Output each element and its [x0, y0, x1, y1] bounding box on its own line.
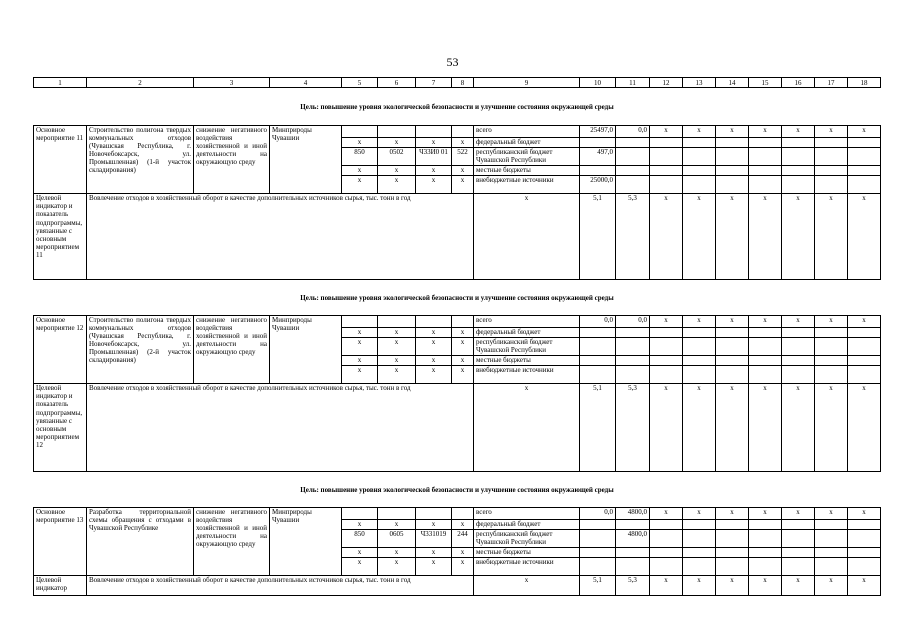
indicator-col-17: x — [815, 576, 848, 596]
amount-col-18: x — [848, 316, 881, 328]
amount-col-15 — [749, 558, 782, 576]
grbs-code: x — [342, 548, 378, 558]
amount-col-16: x — [782, 126, 815, 138]
amount-col-17 — [815, 148, 848, 166]
amount-col-17 — [815, 558, 848, 576]
amount-col-18 — [848, 520, 881, 530]
indicator-col-11: 5,3 — [616, 576, 650, 596]
amount-col-14 — [716, 166, 749, 176]
target-article-code: x — [416, 328, 452, 338]
goal-title: Цель: повышение уровня экологической безопасности и улучшение состояния окружающей среды — [34, 88, 881, 126]
target-article-code: Ч331019 — [416, 530, 452, 548]
funding-source: всего — [474, 508, 580, 520]
indicator-col-13: x — [683, 576, 716, 596]
indicator-text: Вовлечение отходов в хозяйственный оборот в качестве дополнительных источников сырья, тыс. тонн в год — [87, 384, 474, 472]
amount-col-13 — [683, 530, 716, 548]
amount-col-11 — [616, 558, 650, 576]
amount-col-12 — [650, 548, 683, 558]
indicator-text: Вовлечение отходов в хозяйственный оборот в качестве дополнительных источников сырья, тыс. тонн в год — [87, 576, 474, 596]
column-number: 2 — [87, 78, 194, 88]
financing-row — [34, 508, 881, 520]
amount-col-16 — [782, 530, 815, 548]
goal-row — [34, 280, 881, 316]
amount-col-13: x — [683, 508, 716, 520]
expense-type-code: x — [452, 176, 474, 194]
grbs-code — [342, 316, 378, 328]
indicator-text: Вовлечение отходов в хозяйственный оборот в качестве дополнительных источников сырья, тыс. тонн в год — [87, 194, 474, 280]
grbs-code — [342, 126, 378, 138]
amount-col-17 — [815, 356, 848, 366]
amount-col-14 — [716, 366, 749, 384]
amount-col-13: x — [683, 126, 716, 138]
amount-col-13 — [683, 138, 716, 148]
column-number: 4 — [270, 78, 342, 88]
amount-col-16 — [782, 138, 815, 148]
amount-col-11: 4800,0 — [616, 530, 650, 548]
funding-source: республиканский бюджет Чувашской Республики — [474, 148, 580, 166]
indicator-col-16: x — [782, 384, 815, 472]
column-number: 17 — [815, 78, 848, 88]
amount-col-12 — [650, 138, 683, 148]
amount-col-17 — [815, 366, 848, 384]
amount-col-13 — [683, 548, 716, 558]
funding-source: федеральный бюджет — [474, 328, 580, 338]
grbs-code: 850 — [342, 148, 378, 166]
amount-col-12 — [650, 366, 683, 384]
amount-col-11 — [616, 328, 650, 338]
amount-col-17: x — [815, 316, 848, 328]
column-number: 14 — [716, 78, 749, 88]
amount-col-10 — [580, 166, 616, 176]
indicator-col-10: 5,1 — [580, 576, 616, 596]
indicator-col-11: 5,3 — [616, 384, 650, 472]
amount-col-17: x — [815, 508, 848, 520]
funding-source: федеральный бюджет — [474, 138, 580, 148]
expense-type-code: x — [452, 558, 474, 576]
amount-col-11: 0,0 — [616, 126, 650, 138]
indicator-title: Целевой индикатор — [34, 576, 87, 596]
funding-source: местные бюджеты — [474, 166, 580, 176]
funding-source: всего — [474, 126, 580, 138]
amount-col-11 — [616, 148, 650, 166]
indicator-col-18: x — [848, 194, 881, 280]
amount-col-17 — [815, 530, 848, 548]
funding-source: местные бюджеты — [474, 356, 580, 366]
target-article-code: x — [416, 138, 452, 148]
amount-col-12: x — [650, 126, 683, 138]
amount-col-14 — [716, 558, 749, 576]
indicator-col-14: x — [716, 384, 749, 472]
amount-col-15 — [749, 166, 782, 176]
amount-col-12 — [650, 328, 683, 338]
amount-col-17 — [815, 138, 848, 148]
funding-source: местные бюджеты — [474, 548, 580, 558]
column-number: 7 — [416, 78, 452, 88]
target-article-code: x — [416, 338, 452, 356]
amount-col-10: 0,0 — [580, 508, 616, 520]
amount-col-17 — [815, 328, 848, 338]
expense-type-code: x — [452, 356, 474, 366]
amount-col-15 — [749, 366, 782, 384]
amount-col-13 — [683, 328, 716, 338]
section-code: x — [378, 366, 416, 384]
amount-col-10 — [580, 366, 616, 384]
expense-type-code: x — [452, 366, 474, 384]
amount-col-11 — [616, 356, 650, 366]
indicator-row — [34, 194, 881, 280]
financing-row — [34, 316, 881, 328]
expense-type-code — [452, 508, 474, 520]
section-code: x — [378, 356, 416, 366]
column-number: 5 — [342, 78, 378, 88]
amount-col-14 — [716, 148, 749, 166]
indicator-col-12: x — [650, 194, 683, 280]
amount-col-10: 497,0 — [580, 148, 616, 166]
amount-col-18: x — [848, 508, 881, 520]
amount-col-16 — [782, 520, 815, 530]
amount-col-10 — [580, 520, 616, 530]
event-result: снижение негативного воздействия хозяйственной и иной деятельности на окружающую среду — [194, 126, 270, 194]
amount-col-10 — [580, 356, 616, 366]
amount-col-16 — [782, 558, 815, 576]
amount-col-18: x — [848, 126, 881, 138]
amount-col-11 — [616, 176, 650, 194]
indicator-col-11: 5,3 — [616, 194, 650, 280]
column-number: 13 — [683, 78, 716, 88]
page-number: 53 — [446, 55, 459, 69]
amount-col-12 — [650, 558, 683, 576]
indicator-col-10: 5,1 — [580, 384, 616, 472]
section-code: 0605 — [378, 530, 416, 548]
amount-col-14 — [716, 356, 749, 366]
table-header-row — [34, 78, 881, 88]
amount-col-13: x — [683, 316, 716, 328]
funding-source: внебюджетные источники — [474, 558, 580, 576]
event-name: Разработка территориальной схемы обращения с отходами в Чувашской Республике — [87, 508, 194, 576]
amount-col-12 — [650, 530, 683, 548]
amount-col-10 — [580, 138, 616, 148]
indicator-col-18: x — [848, 576, 881, 596]
event-result: снижение негативного воздействия хозяйственной и иной деятельности на окружающую среду — [194, 316, 270, 384]
column-number: 18 — [848, 78, 881, 88]
indicator-col-15: x — [749, 194, 782, 280]
indicator-col-13: x — [683, 384, 716, 472]
target-article-code: Ч33И0 01 — [416, 148, 452, 166]
section-code: x — [378, 548, 416, 558]
indicator-col-13: x — [683, 194, 716, 280]
indicator-col-9: x — [474, 576, 580, 596]
amount-col-18 — [848, 558, 881, 576]
amount-col-12 — [650, 148, 683, 166]
goal-row — [34, 88, 881, 126]
grbs-code: x — [342, 176, 378, 194]
target-article-code: x — [416, 166, 452, 176]
amount-col-18 — [848, 166, 881, 176]
amount-col-16 — [782, 366, 815, 384]
amount-col-14: x — [716, 126, 749, 138]
indicator-col-14: x — [716, 576, 749, 596]
target-article-code — [416, 126, 452, 138]
event-name: Строительство полигона твердых коммунальных отходов (Чувашская Республика, г. Новочебоксарск, ул. Промышленная) (1-й участок складирования) — [87, 126, 194, 194]
amount-col-15: x — [749, 316, 782, 328]
section-code: x — [378, 338, 416, 356]
grbs-code: x — [342, 138, 378, 148]
amount-col-16 — [782, 328, 815, 338]
section-code — [378, 316, 416, 328]
amount-col-13 — [683, 148, 716, 166]
section-code: x — [378, 558, 416, 576]
section-code: 0502 — [378, 148, 416, 166]
amount-col-11 — [616, 138, 650, 148]
amount-col-14: x — [716, 508, 749, 520]
grbs-code: x — [342, 558, 378, 576]
target-article-code: x — [416, 366, 452, 384]
amount-col-14 — [716, 520, 749, 530]
budget-table — [33, 77, 881, 596]
amount-col-16: x — [782, 508, 815, 520]
amount-col-17 — [815, 338, 848, 356]
amount-col-12: x — [650, 316, 683, 328]
amount-col-12 — [650, 338, 683, 356]
amount-col-18 — [848, 338, 881, 356]
grbs-code: 850 — [342, 530, 378, 548]
amount-col-11 — [616, 520, 650, 530]
amount-col-17 — [815, 548, 848, 558]
amount-col-15 — [749, 148, 782, 166]
amount-col-15 — [749, 176, 782, 194]
funding-source: внебюджетные источники — [474, 366, 580, 384]
amount-col-16 — [782, 176, 815, 194]
grbs-code: x — [342, 520, 378, 530]
amount-col-16 — [782, 548, 815, 558]
event-executor: Минприроды Чувашии — [270, 316, 342, 384]
amount-col-18 — [848, 548, 881, 558]
expense-type-code: x — [452, 338, 474, 356]
indicator-col-17: x — [815, 384, 848, 472]
amount-col-10 — [580, 558, 616, 576]
column-number: 11 — [616, 78, 650, 88]
goal-row — [34, 472, 881, 508]
event-result: снижение негативного воздействия хозяйственной и иной деятельности на окружающую среду — [194, 508, 270, 576]
amount-col-10 — [580, 530, 616, 548]
amount-col-11 — [616, 166, 650, 176]
amount-col-15 — [749, 356, 782, 366]
amount-col-18 — [848, 328, 881, 338]
amount-col-14 — [716, 338, 749, 356]
column-number: 12 — [650, 78, 683, 88]
funding-source: республиканский бюджет Чувашской Республики — [474, 338, 580, 356]
amount-col-18 — [848, 530, 881, 548]
event-name: Строительство полигона твердых коммунальных отходов (Чувашская Республика, г. Новочебоксарск, ул. Промышленная) (2-й участок складирования) — [87, 316, 194, 384]
grbs-code: x — [342, 366, 378, 384]
section-code: x — [378, 138, 416, 148]
amount-col-16 — [782, 338, 815, 356]
indicator-col-10: 5,1 — [580, 194, 616, 280]
indicator-col-16: x — [782, 576, 815, 596]
funding-source: всего — [474, 316, 580, 328]
column-number: 16 — [782, 78, 815, 88]
amount-col-11: 4800,0 — [616, 508, 650, 520]
amount-col-15 — [749, 328, 782, 338]
expense-type-code: x — [452, 138, 474, 148]
section-code: x — [378, 166, 416, 176]
indicator-col-16: x — [782, 194, 815, 280]
amount-col-12 — [650, 520, 683, 530]
indicator-col-17: x — [815, 194, 848, 280]
amount-col-11 — [616, 366, 650, 384]
amount-col-12: x — [650, 508, 683, 520]
amount-col-10: 0,0 — [580, 316, 616, 328]
amount-col-17 — [815, 520, 848, 530]
amount-col-15 — [749, 138, 782, 148]
amount-col-18 — [848, 148, 881, 166]
expense-type-code — [452, 316, 474, 328]
amount-col-15 — [749, 338, 782, 356]
amount-col-12 — [650, 356, 683, 366]
column-number: 9 — [474, 78, 580, 88]
amount-col-13 — [683, 356, 716, 366]
amount-col-15 — [749, 530, 782, 548]
amount-col-13 — [683, 366, 716, 384]
amount-col-11 — [616, 548, 650, 558]
indicator-col-12: x — [650, 384, 683, 472]
amount-col-13 — [683, 558, 716, 576]
expense-type-code: x — [452, 548, 474, 558]
indicator-col-15: x — [749, 576, 782, 596]
grbs-code: x — [342, 328, 378, 338]
funding-source: республиканский бюджет Чувашской Республики — [474, 530, 580, 548]
target-article-code: x — [416, 520, 452, 530]
amount-col-10 — [580, 548, 616, 558]
expense-type-code: 244 — [452, 530, 474, 548]
amount-col-18 — [848, 356, 881, 366]
event-executor: Минприроды Чувашии — [270, 126, 342, 194]
indicator-col-9: x — [474, 194, 580, 280]
section-code — [378, 508, 416, 520]
amount-col-14 — [716, 138, 749, 148]
amount-col-16 — [782, 148, 815, 166]
amount-col-15: x — [749, 508, 782, 520]
grbs-code: x — [342, 356, 378, 366]
indicator-row — [34, 384, 881, 472]
amount-col-18 — [848, 366, 881, 384]
target-article-code: x — [416, 558, 452, 576]
column-number: 1 — [34, 78, 87, 88]
column-number: 6 — [378, 78, 416, 88]
column-number: 8 — [452, 78, 474, 88]
expense-type-code: x — [452, 166, 474, 176]
amount-col-15 — [749, 548, 782, 558]
indicator-col-15: x — [749, 384, 782, 472]
event-title: Основное мероприятие 11 — [34, 126, 87, 194]
section-code: x — [378, 328, 416, 338]
amount-col-10 — [580, 338, 616, 356]
amount-col-14 — [716, 176, 749, 194]
amount-col-13 — [683, 520, 716, 530]
goal-title: Цель: повышение уровня экологической безопасности и улучшение состояния окружающей среды — [34, 280, 881, 316]
target-article-code — [416, 508, 452, 520]
column-number: 10 — [580, 78, 616, 88]
section-code: x — [378, 520, 416, 530]
grbs-code: x — [342, 166, 378, 176]
amount-col-11: 0,0 — [616, 316, 650, 328]
target-article-code: x — [416, 548, 452, 558]
event-title: Основное мероприятие 12 — [34, 316, 87, 384]
expense-type-code: x — [452, 520, 474, 530]
grbs-code — [342, 508, 378, 520]
amount-col-14 — [716, 548, 749, 558]
amount-col-16: x — [782, 316, 815, 328]
column-number: 15 — [749, 78, 782, 88]
amount-col-11 — [616, 338, 650, 356]
amount-col-17 — [815, 166, 848, 176]
amount-col-10: 25497,0 — [580, 126, 616, 138]
target-article-code: x — [416, 356, 452, 366]
indicator-row — [34, 576, 881, 596]
event-executor: Минприроды Чувашии — [270, 508, 342, 576]
indicator-title: Целевой индикатор и показатель подпрограммы, увязанные с основным мероприятием 12 — [34, 384, 87, 472]
amount-col-18 — [848, 176, 881, 194]
amount-col-17: x — [815, 126, 848, 138]
expense-type-code — [452, 126, 474, 138]
event-title: Основное мероприятие 13 — [34, 508, 87, 576]
indicator-title: Целевой индикатор и показатель подпрограммы, увязанные с основным мероприятием 11 — [34, 194, 87, 280]
target-article-code — [416, 316, 452, 328]
amount-col-16 — [782, 356, 815, 366]
amount-col-14: x — [716, 316, 749, 328]
funding-source: внебюджетные источники — [474, 176, 580, 194]
amount-col-14 — [716, 328, 749, 338]
amount-col-14 — [716, 530, 749, 548]
indicator-col-18: x — [848, 384, 881, 472]
funding-source: федеральный бюджет — [474, 520, 580, 530]
goal-title: Цель: повышение уровня экологической безопасности и улучшение состояния окружающей среды — [34, 472, 881, 508]
amount-col-13 — [683, 338, 716, 356]
amount-col-18 — [848, 138, 881, 148]
amount-col-13 — [683, 166, 716, 176]
amount-col-15: x — [749, 126, 782, 138]
financing-row — [34, 126, 881, 138]
indicator-col-14: x — [716, 194, 749, 280]
amount-col-13 — [683, 176, 716, 194]
grbs-code: x — [342, 338, 378, 356]
section-code: x — [378, 176, 416, 194]
column-number: 3 — [194, 78, 270, 88]
expense-type-code: x — [452, 328, 474, 338]
amount-col-17 — [815, 176, 848, 194]
amount-col-12 — [650, 176, 683, 194]
section-code — [378, 126, 416, 138]
amount-col-12 — [650, 166, 683, 176]
expense-type-code: 522 — [452, 148, 474, 166]
amount-col-16 — [782, 166, 815, 176]
indicator-col-9: x — [474, 384, 580, 472]
indicator-col-12: x — [650, 576, 683, 596]
target-article-code: x — [416, 176, 452, 194]
amount-col-10 — [580, 328, 616, 338]
amount-col-10: 25000,0 — [580, 176, 616, 194]
amount-col-15 — [749, 520, 782, 530]
